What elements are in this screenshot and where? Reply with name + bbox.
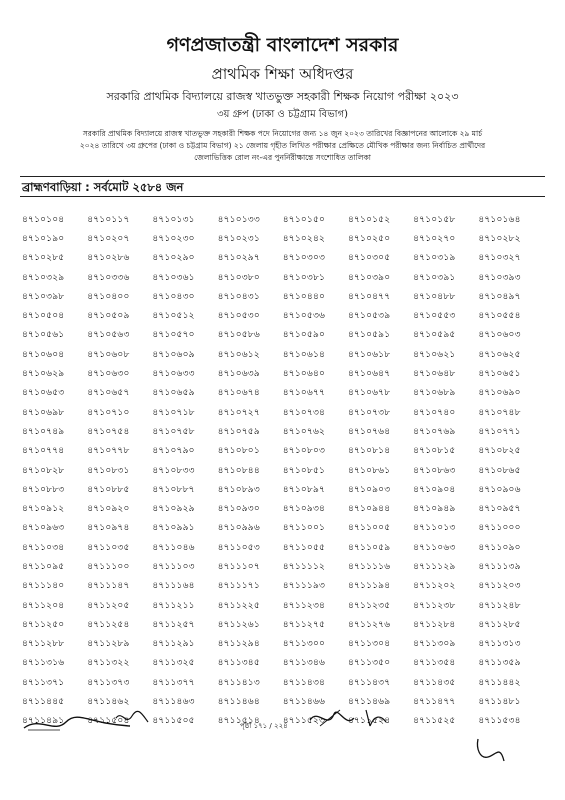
roll-number: ৪৭১১২৮৪ bbox=[413, 619, 456, 630]
roll-number: ৪৭১০৬৩০ bbox=[87, 369, 130, 380]
roll-number: ৪৭১০৪৯৭ bbox=[478, 291, 521, 302]
roll-number: ৪৭১০৭৪৮ bbox=[478, 407, 521, 418]
roll-number: ৪৭১০৩৯৩ bbox=[478, 272, 521, 283]
roll-number: ৪৭১১০৫৯ bbox=[347, 542, 391, 553]
roll-number: ৪৭১১১৩৯ bbox=[478, 561, 521, 572]
table-row bbox=[22, 577, 544, 596]
roll-number: ৪৭১১৪৮১ bbox=[478, 697, 521, 708]
table-row bbox=[22, 692, 544, 711]
table-row bbox=[22, 461, 544, 480]
table-row bbox=[22, 615, 544, 634]
roll-number: ৪৭১০৩২৯ bbox=[22, 272, 65, 283]
table-row bbox=[22, 326, 544, 345]
roll-number: ৪৭১০৩০৫ bbox=[347, 253, 391, 264]
roll-number: ৪৭১০৪৪০ bbox=[282, 291, 326, 302]
roll-number: ৪৭১০৭৫৮ bbox=[152, 426, 195, 437]
roll-number: ৪৭১০১৩১ bbox=[152, 214, 195, 225]
roll-number: ৪৭১০৮১৪ bbox=[347, 446, 391, 457]
divider-bottom bbox=[20, 196, 545, 197]
roll-number: ৪৭১১৫০৫ bbox=[152, 716, 195, 727]
roll-number: ৪৭১০৪৮৮ bbox=[413, 291, 456, 302]
roll-number: ৪৭১০৮০৩ bbox=[282, 446, 326, 457]
roll-number: ৪৭১০৪৭৭ bbox=[347, 291, 391, 302]
roll-number: ৪৭১০৯০৬ bbox=[478, 484, 521, 495]
roll-number: ৪৭১০৮৯৩ bbox=[217, 484, 260, 495]
roll-number: ৪৭১১৪৬৬ bbox=[282, 697, 326, 708]
roll-number: ৪৭১০৭৯০ bbox=[152, 446, 195, 457]
roll-number: ৪৭১০৮৯৭ bbox=[282, 484, 326, 495]
roll-number: ৪৭১০৩৮০ bbox=[217, 272, 260, 283]
roll-number: ৪৭১০৮৮৫ bbox=[87, 484, 130, 495]
roll-number: ৪৭১০৯৯১ bbox=[152, 523, 195, 534]
roll-number: ৪৭১১৩০৪ bbox=[347, 639, 391, 650]
roll-number: ৪৭১১১০৭ bbox=[217, 561, 260, 572]
roll-number: ৪৭১০৭৫৯ bbox=[217, 426, 260, 437]
roll-number: ৪৭১১১৬৪ bbox=[152, 581, 195, 592]
roll-number: ৪৭১০৬৯০ bbox=[478, 388, 521, 399]
table-row bbox=[22, 422, 544, 441]
roll-number: ৪৭১০১১৭ bbox=[87, 214, 130, 225]
roll-number: ৪৭১০৭৬২ bbox=[282, 426, 326, 437]
table-row bbox=[22, 499, 544, 518]
roll-number: ৪৭১১৪৬২ bbox=[87, 697, 130, 708]
roll-number: ৪৭১১২৫০ bbox=[22, 619, 65, 630]
roll-number: ৪৭১০৬৫৩ bbox=[22, 388, 65, 399]
roll-number: ৪৭১১৪৭৭ bbox=[413, 697, 456, 708]
roll-number: ৪৭১১০৯০ bbox=[478, 542, 521, 553]
roll-number: ৪৭১১৫২৪ bbox=[347, 716, 391, 727]
roll-number: ৪৭১১২০৩ bbox=[478, 581, 521, 592]
roll-number: ৪৭১১২৮৯ bbox=[87, 639, 130, 650]
roll-number: ৪৭১১৪৬৯ bbox=[347, 697, 391, 708]
roll-number: ৪৭১০৭৪০ bbox=[413, 407, 456, 418]
roll-number: ৪৭১০৬০৯ bbox=[152, 349, 195, 360]
roll-number: ৪৭১০৫৬১ bbox=[22, 330, 65, 341]
roll-number: ৪৭১০৯৯৬ bbox=[217, 523, 260, 534]
roll-number: ৪৭১০৪৩১ bbox=[217, 291, 260, 302]
notice-line-1: সরকারি প্রাথমিক বিদ্যালয়ে রাজস্ব খাতভুক্ত সহকারী শিক্ষক পদে নিয়োগের জন্য ১৪ জুন ২০২৩ তারিখের বিজ্ঞাপনের আলোকে ২৯ মার্চ bbox=[82, 129, 483, 138]
roll-number: ৪৭১১০৩৫ bbox=[87, 542, 130, 553]
signature-2-icon bbox=[112, 708, 152, 730]
roll-number: ৪৭১০২৯৭ bbox=[217, 253, 260, 264]
table-row bbox=[22, 519, 544, 538]
roll-number: ৪৭১১২৯১ bbox=[152, 639, 195, 650]
roll-number: ৪৭১১৩৭৩ bbox=[87, 677, 130, 688]
roll-number: ৪৭১০৫৫৪ bbox=[478, 311, 521, 322]
roll-number: ৪৭১১৩৫০ bbox=[347, 658, 391, 669]
roll-number: ৪৭১০৬১২ bbox=[217, 349, 260, 360]
roll-number: ৪৭১০৭৬৪ bbox=[347, 426, 391, 437]
roll-number: ৪৭১১১০০ bbox=[87, 561, 130, 572]
roll-number: ৪৭১১১৪৭ bbox=[87, 581, 130, 592]
roll-number: ৪৭১০৫৩৬ bbox=[282, 311, 326, 322]
roll-number: ৪৭১০৭৩৪ bbox=[282, 407, 326, 418]
roll-number: ৪৭১১৫১৪ bbox=[217, 716, 260, 727]
roll-number: ৪৭১১৫২৫ bbox=[413, 716, 456, 727]
roll-number: ৪৭১০৭৭৪ bbox=[22, 446, 65, 457]
roll-number: ৪৭১১৩৫৪ bbox=[413, 658, 456, 669]
roll-number: ৪৭১১২৫৪ bbox=[87, 619, 130, 630]
roll-number: ৪৭১০৫৩০ bbox=[217, 311, 260, 322]
roll-number: ৪৭১০২৪২ bbox=[282, 233, 326, 244]
roll-number: ৪৭১০৬২৯ bbox=[22, 369, 65, 380]
roll-number: ৪৭১০৮৬৩ bbox=[413, 465, 456, 476]
roll-number: ৪৭১০৯৩০ bbox=[217, 504, 260, 515]
table-row bbox=[22, 673, 544, 692]
roll-number: ৪৭১১৪৩৫ bbox=[413, 677, 456, 688]
notice-text bbox=[30, 128, 535, 164]
group-title: ৩য় গ্রুপ (ঢাকা ও চট্টগ্রাম বিভাগ) bbox=[216, 109, 349, 120]
roll-number: ৪৭১১৪৪৫ bbox=[22, 697, 65, 708]
roll-number: ৪৭১০৬৭৭ bbox=[282, 388, 326, 399]
roll-number: ৪৭১০৬১৮ bbox=[347, 349, 391, 360]
roll-number: ৪৭১০৩৮১ bbox=[282, 272, 326, 283]
roll-number: ৪৭১০৪৩০ bbox=[152, 291, 195, 302]
roll-number: ৪৭১০৩৩৬ bbox=[87, 272, 130, 283]
roll-number: ৪৭১১৪৬৩ bbox=[152, 697, 195, 708]
roll-number: ৪৭১০৬২১ bbox=[413, 349, 456, 360]
table-row bbox=[22, 287, 544, 306]
roll-number: ৪৭১০৭৭১ bbox=[478, 426, 521, 437]
table-row bbox=[22, 442, 544, 461]
roll-number: ৪৭১১১১৬ bbox=[347, 561, 391, 572]
table-row bbox=[22, 210, 544, 229]
table-row bbox=[22, 403, 544, 422]
exam-title: সরকারি প্রাথমিক বিদ্যালয়ে রাজস্ব খাতভুক্ত সহকারী শিক্ষক নিয়োগ পরীক্ষা ২০২৩ bbox=[106, 90, 459, 103]
district-summary: ব্রাহ্মণবাড়িয়া : সর্বমোট ২৫৮৪ জন bbox=[22, 180, 184, 194]
roll-number: ৪৭১১১৪০ bbox=[22, 581, 65, 592]
roll-number: ৪৭১০৬৭৪ bbox=[217, 388, 260, 399]
roll-number: ৪৭১১৩৭৭ bbox=[152, 677, 195, 688]
table-row bbox=[22, 538, 544, 557]
roll-number: ৪৭১০৫৯০ bbox=[282, 330, 326, 341]
roll-number: ৪৭১১২৪৮ bbox=[478, 600, 521, 611]
roll-number: ৪৭১১২৫৭ bbox=[152, 619, 195, 630]
roll-number: ৪৭১০৯০৩ bbox=[347, 484, 391, 495]
roll-number: ৪৭১০৪০০ bbox=[87, 291, 130, 302]
roll-number: ৪৭১০৫৯৫ bbox=[413, 330, 456, 341]
roll-number: ৪৭১০৩৯০ bbox=[347, 272, 391, 283]
roll-number: ৪৭১০১০৪ bbox=[22, 214, 65, 225]
roll-number: ৪৭১১৪৩৪ bbox=[282, 677, 326, 688]
roll-number: ৪৭১১৫০৪ bbox=[87, 716, 130, 727]
roll-number: ৪৭১০৬৪০ bbox=[282, 369, 326, 380]
roll-number: ৪৭১০৬২৫ bbox=[478, 349, 521, 360]
roll-number: ৪৭১১২২৫ bbox=[217, 600, 260, 611]
roll-number: ৪৭১০৯৫৭ bbox=[478, 504, 521, 515]
roll-number: ৪৭১০৮৪৪ bbox=[217, 465, 260, 476]
roll-number: ৪৭১১৩৫৯ bbox=[478, 658, 521, 669]
roll-number: ৪৭১০৫০৪ bbox=[22, 311, 65, 322]
roll-number: ৪৭১০২৩০ bbox=[152, 233, 195, 244]
roll-number: ৪৭১০৬৭৮ bbox=[347, 388, 391, 399]
roll-number: ৪৭১১০৬৩ bbox=[413, 542, 456, 553]
roll-number: ৪৭১০৮২৮ bbox=[22, 465, 65, 476]
table-row bbox=[22, 384, 544, 403]
roll-number: ৪৭১০৬৯৮ bbox=[22, 407, 65, 418]
roll-number: ৪৭১০২৭০ bbox=[413, 233, 456, 244]
table-row bbox=[22, 268, 544, 287]
roll-number: ৪৭১০৭৪৯ bbox=[22, 426, 65, 437]
roll-number: ৪৭১০৭৫৪ bbox=[87, 426, 130, 437]
roll-number: ৪৭১১৫৩৪ bbox=[478, 716, 521, 727]
table-row bbox=[22, 480, 544, 499]
roll-number: ৪৭১০৮৮৭ bbox=[152, 484, 195, 495]
roll-number: ৪৭১০৬৩৯ bbox=[217, 369, 260, 380]
table-row bbox=[22, 364, 544, 383]
roll-number: ৪৭১১২৩৮ bbox=[413, 600, 456, 611]
table-row bbox=[22, 249, 544, 268]
table-row bbox=[22, 229, 544, 248]
roll-number: ৪৭১০১৩৩ bbox=[217, 214, 260, 225]
roll-number: ৪৭১০৯১২ bbox=[22, 504, 65, 515]
roll-number: ৪৭১১৪৪২ bbox=[478, 677, 521, 688]
signature-4-icon bbox=[362, 706, 392, 730]
roll-number: ৪৭১১১৯৪ bbox=[347, 581, 391, 592]
table-row bbox=[22, 557, 544, 576]
roll-number: ৪৭১১০৫৩ bbox=[217, 542, 260, 553]
roll-number: ৪৭১০৮১৫ bbox=[413, 446, 456, 457]
roll-number: ৪৭১১৪৯১ bbox=[22, 716, 65, 727]
roll-number: ৪৭১০৭২৭ bbox=[217, 407, 260, 418]
roll-number: ৪৭১০৩৯১ bbox=[413, 272, 456, 283]
roll-number: ৪৭১০৭৭৮ bbox=[87, 446, 130, 457]
roll-number: ৪৭১০৬৮৯ bbox=[413, 388, 456, 399]
roll-number: ৪৭১১০৩৪ bbox=[22, 542, 65, 553]
roll-number: ৪৭১০৯৩৪ bbox=[282, 504, 326, 515]
signature-3-icon bbox=[306, 704, 366, 732]
roll-number: ৪৭১০৭৬৯ bbox=[413, 426, 456, 437]
table-row bbox=[22, 654, 544, 673]
notice-line-2: ২০২৪ তারিখে ৩য় গ্রুপের (ঢাকা ও চট্টগ্রাম বিভাগ) ২১ জেলায় গৃহীত লিখিত পরীক্ষার প্রেক্ষিতে মৌখিক পরীক্ষার জন্য নির্বাচিত প্রার্থীদের bbox=[79, 141, 486, 150]
roll-number: ৪৭১০৬৪৮ bbox=[413, 369, 456, 380]
roll-number: ৪৭১১১৯৩ bbox=[282, 581, 326, 592]
page-number: পৃষ্ঠা ১৭১ / ২২৪ bbox=[240, 722, 288, 730]
roll-number: ৪৭১০২৮৫ bbox=[22, 253, 65, 264]
roll-number: ৪৭১০২৯০ bbox=[152, 253, 195, 264]
roll-number: ৪৭১১০৪৬ bbox=[152, 542, 195, 553]
roll-number: ৪৭১০৬০৩ bbox=[478, 330, 521, 341]
roll-number: ৪৭১০৫৬৩ bbox=[87, 330, 130, 341]
roll-number: ৪৭১১১০৩ bbox=[152, 561, 195, 572]
roll-number: ৪৭১১১১২ bbox=[282, 561, 326, 572]
roll-number: ৪৭১১২৮৮ bbox=[22, 639, 65, 650]
roll-number: ৪৭১০৩০৩ bbox=[282, 253, 326, 264]
roll-number: ৪৭১১২৭৫ bbox=[282, 619, 326, 630]
roll-number: ৪৭১১০৫৫ bbox=[282, 542, 326, 553]
roll-number: ৪৭১০৯৭৪ bbox=[87, 523, 130, 534]
roll-number: ৪৭১১৩৪৫ bbox=[217, 658, 260, 669]
roll-number: ৪৭১০৭৩৮ bbox=[347, 407, 391, 418]
table-row bbox=[22, 596, 544, 615]
roll-number: ৪৭১০১৫২ bbox=[347, 214, 391, 225]
divider-top bbox=[20, 176, 545, 177]
table-row bbox=[22, 345, 544, 364]
roll-number: ৪৭১১২৭৬ bbox=[347, 619, 391, 630]
roll-number: ৪৭১০৯০৪ bbox=[413, 484, 456, 495]
roll-number: ৪৭১১০০৫ bbox=[347, 523, 391, 534]
roll-number: ৪৭১০২৮৬ bbox=[87, 253, 130, 264]
roll-number: ৪৭১০৯৪৪ bbox=[347, 504, 391, 515]
roll-number: ৪৭১০৮৩৩ bbox=[152, 465, 195, 476]
roll-number-grid bbox=[22, 210, 544, 731]
roll-number: ৪৭১১৫২৩ bbox=[282, 716, 326, 727]
roll-number: ৪৭১০৮৬৫ bbox=[478, 465, 521, 476]
roll-number: ৪৭১১৩০০ bbox=[282, 639, 326, 650]
roll-number: ৪৭১১৪৬৪ bbox=[217, 697, 260, 708]
roll-number: ৪৭১০৬০৪ bbox=[22, 349, 65, 360]
roll-number: ৪৭১০১৯০ bbox=[22, 233, 65, 244]
roll-number: ৪৭১০২৫০ bbox=[347, 233, 391, 244]
roll-number: ৪৭১০৬৪৭ bbox=[347, 369, 391, 380]
roll-number: ৪৭১১৩৪৬ bbox=[282, 658, 326, 669]
roll-number: ৪৭১১৩১৩ bbox=[478, 639, 521, 650]
table-row bbox=[22, 635, 544, 654]
directorate-title: প্রাথমিক শিক্ষা অধিদপ্তর bbox=[211, 65, 354, 83]
roll-number: ৪৭১০৮৬১ bbox=[347, 465, 391, 476]
roll-number: ৪৭১০৯২৯ bbox=[152, 504, 195, 515]
roll-number: ৪৭১১৪৩৭ bbox=[347, 677, 391, 688]
roll-number: ৪৭১০৭১৮ bbox=[152, 407, 195, 418]
roll-number: ৪৭১১৩০৯ bbox=[413, 639, 456, 650]
roll-number: ৪৭১১০১৩ bbox=[413, 523, 456, 534]
roll-number: ৪৭১১১২৯ bbox=[413, 561, 456, 572]
roll-number: ৪৭১০৫৫৩ bbox=[413, 311, 456, 322]
roll-number: ৪৭১০৮৮৩ bbox=[22, 484, 65, 495]
roll-number: ৪৭১১২০২ bbox=[413, 581, 456, 592]
roll-number: ৪৭১০২০৭ bbox=[87, 233, 130, 244]
roll-number: ৪৭১১০৯৫ bbox=[22, 561, 65, 572]
roll-number: ৪৭১১৩২৫ bbox=[152, 658, 195, 669]
roll-number: ৪৭১১২৬১ bbox=[217, 619, 260, 630]
roll-number: ৪৭১০৬৫৭ bbox=[87, 388, 130, 399]
roll-number: ৪৭১০৮৩১ bbox=[87, 465, 130, 476]
roll-number: ৪৭১১৩১৬ bbox=[22, 658, 65, 669]
notice-line-3: জেলাভিত্তিক রোল নং-এর পুনর্নিরীক্ষান্তে সংশোধিত তালিকা bbox=[194, 153, 371, 162]
roll-number: ৪৭১০৫১২ bbox=[152, 311, 195, 322]
roll-number: ৪৭১০১৫৮ bbox=[413, 214, 456, 225]
roll-number: ৪৭১০৭১০ bbox=[87, 407, 130, 418]
government-title: গণপ্রজাতন্ত্রী বাংলাদেশ সরকার bbox=[166, 34, 399, 56]
roll-number: ৪৭১০৯৬৩ bbox=[22, 523, 65, 534]
roll-number: ৪৭১১৪১৩ bbox=[217, 677, 260, 688]
roll-number: ৪৭১১২০৫ bbox=[87, 600, 130, 611]
roll-number: ৪৭১১০০০ bbox=[478, 523, 521, 534]
roll-number: ৪৭১০২৮২ bbox=[478, 233, 521, 244]
table-row bbox=[22, 306, 544, 325]
roll-number: ৪৭১১৩৭১ bbox=[22, 677, 65, 688]
roll-number: ৪৭১১০০১ bbox=[282, 523, 326, 534]
roll-number: ৪৭১১২৯৪ bbox=[217, 639, 260, 650]
roll-number: ৪৭১১২৮৫ bbox=[478, 619, 521, 630]
signature-5-icon bbox=[470, 735, 510, 765]
roll-number: ৪৭১১২৩৪ bbox=[282, 600, 326, 611]
roll-number: ৪৭১০৫৯১ bbox=[347, 330, 391, 341]
roll-number: ৪৭১০৬০৮ bbox=[87, 349, 130, 360]
roll-number: ৪৭১১২৩৫ bbox=[347, 600, 391, 611]
roll-number: ৪৭১১২১১ bbox=[152, 600, 195, 611]
roll-number: ৪৭১১২০৪ bbox=[22, 600, 65, 611]
roll-number: ৪৭১০১৬৪ bbox=[478, 214, 521, 225]
roll-number: ৪৭১০১৫০ bbox=[282, 214, 326, 225]
roll-number: ৪৭১০৮২৫ bbox=[478, 446, 521, 457]
roll-number: ৪৭১০৬৩৩ bbox=[152, 369, 195, 380]
roll-number: ৪৭১০৫৭০ bbox=[152, 330, 195, 341]
roll-number: ৪৭১০৬৫১ bbox=[478, 369, 521, 380]
roll-number: ৪৭১০৩৯৮ bbox=[22, 291, 65, 302]
roll-number: ৪৭১১১৭১ bbox=[217, 581, 260, 592]
roll-number: ৪৭১০৫০৯ bbox=[87, 311, 130, 322]
roll-number: ৪৭১০৮৫১ bbox=[282, 465, 326, 476]
roll-number: ৪৭১০৩৬১ bbox=[152, 272, 195, 283]
roll-number: ৪৭১০৩১৯ bbox=[413, 253, 456, 264]
roll-number: ৪৭১০৫৩৯ bbox=[347, 311, 391, 322]
roll-number: ৪৭১১৩২২ bbox=[87, 658, 130, 669]
roll-number: ৪৭১০৩২৭ bbox=[478, 253, 521, 264]
roll-number: ৪৭১০৯২০ bbox=[87, 504, 130, 515]
roll-number: ৪৭১০২৩১ bbox=[217, 233, 260, 244]
roll-number: ৪৭১০৬১৪ bbox=[282, 349, 326, 360]
roll-number: ৪৭১০৬৫৯ bbox=[152, 388, 195, 399]
roll-number: ৪৭১০৮০১ bbox=[217, 446, 260, 457]
roll-number: ৪৭১০৯৪৯ bbox=[413, 504, 456, 515]
roll-number: ৪৭১০৫৮৬ bbox=[217, 330, 260, 341]
